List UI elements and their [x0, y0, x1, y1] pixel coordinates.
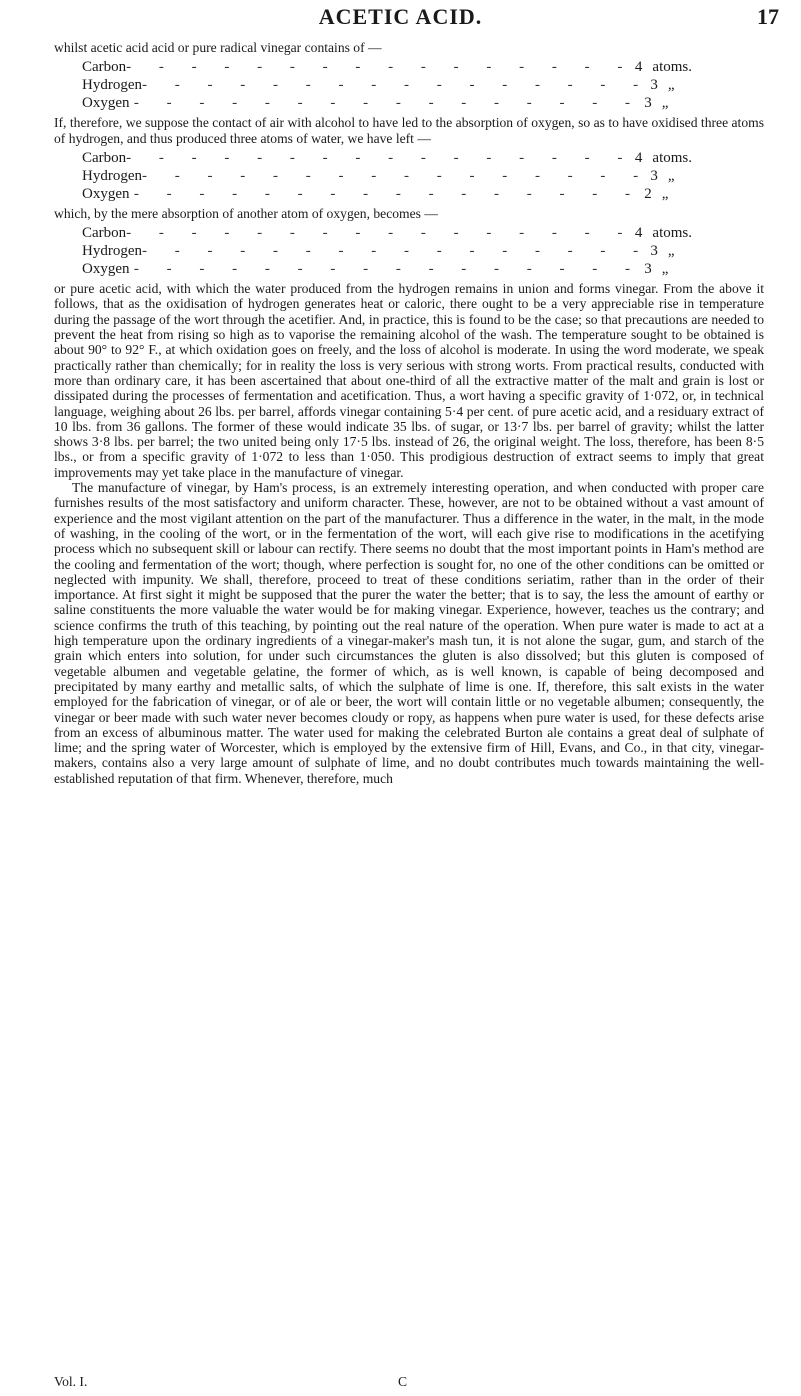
table-row	[82, 260, 692, 278]
element-name: Hydrogen	[82, 167, 142, 184]
element-name: Hydrogen	[82, 243, 142, 260]
dot-leader: - - - - - - - - - - - - - - - -	[126, 149, 635, 166]
unit-label: atoms.	[652, 149, 692, 166]
element-name: Oxygen	[82, 95, 130, 112]
paragraph-2: which, by the mere absorption of another atom of oxygen, becomes —	[54, 205, 438, 221]
dot-leader: - - - - - - - - - - - - - - - -	[142, 77, 651, 94]
running-header	[0, 0, 801, 40]
unit-label: „	[661, 185, 669, 202]
table-row	[82, 94, 692, 112]
dot-leader: - - - - - - - - - - - - - - - -	[133, 95, 643, 112]
dot-leader: - - - - - - - - - - - - - - - -	[126, 225, 635, 242]
dot-leader: - - - - - - - - - - - - - - - -	[133, 261, 643, 278]
table-row	[82, 149, 692, 167]
page-body	[54, 40, 764, 786]
dot-leader: - - - - - - - - - - - - - - - -	[126, 59, 635, 76]
volume-label: Vol. I.	[54, 1374, 88, 1389]
signature-mark: C	[398, 1374, 408, 1389]
element-name: Carbon	[82, 59, 127, 76]
table-row	[82, 242, 692, 260]
atom-count: 4	[634, 225, 643, 242]
atom-count: 3	[650, 77, 658, 94]
unit-label: „	[661, 261, 669, 278]
paragraph-4: The manufacture of vinegar, by Ham's process, is an extremely interesting operation, and when conducted with proper care furnishes results of the most satisfactory and uniform character. These, however, are not to be obtained without a vast amount of experience and the most vigilant attention on the part of the manufacturer. Thus a difference in the water, in the malt, in the mode of washing, in the cooling of the wort, or in the fermentation of the wort, will each give rise to modifications in the acetifying process which no subsequent skill or labour can rectify. There seems no doubt that the most important points in Ham's method are the cooling and fermentation of the wort; though, where perfection is sought for, no one of the other conditions can be omitted or neglected with impunity. We shall, therefore, proceed to treat of these conditions seriatim, rather than in the order of their importance. At first sight it might be supposed that the purer the water the better; that is to say, the less the amount of earthy or saline constituents the more valuable the water would be for making vinegar. Experience, however, teaches us the contrary; and science confirms the truth of this teaching, by pointing out the real nature of the operation. When pure water is made to act at a high temperature upon the ordinary ingredients of a vinegar-maker's mash tun, it is not alone the sugar, gum, and starch of the grain which enters into solution, for under such circumstances the gluten is also dissolved; but this gluten is composed of vegetable albumen and vegetable gelatine, the former of which, as is well known, is capable of being decomposed and precipitated by many earthy and metallic salts, of which the sulphate of lime is one. If, therefore, this salt exists in the water employed for the fabrication of vinegar, or of ale or beer, the wort will contain little or no vegetable albumen; consequently, the vinegar or beer made with such water never becomes cloudy or ropy, as happens when pure water is used, for these defects arise from an excess of albuminous matter. The water used for making the celebrated Burton ale contains a great deal of sulphate of lime; and the spring water of Worcester, which is employed by the extensive firm of Hill, Evans, and Co., in that city, vinegar-makers, contains also a very large amount of sulphate of lime, and no doubt contributes much towards maintaining the well-established reputation of that firm. Whenever, therefore, much	[54, 480, 764, 786]
unit-label: „	[667, 77, 675, 94]
table-row	[82, 185, 692, 203]
dot-leader: - - - - - - - - - - - - - - - -	[142, 167, 651, 184]
paragraph-3: or pure acetic acid, with which the water produced from the hydrogen remains in union and forms vinegar. From the above it follows, that as the oxidisation of hydrogen generates heat or caloric, there ought to be a very appreciable rise in temperature during the passage of the wort through the acetifier. And, in practice, this is found to be the case; so that precautions are needed to prevent the heat from rising so high as to vaporise the remaining alcohol of the wash. The temperature sought to be obtained is about 90° to 92° F., at which oxidation goes on freely, and the loss of alcohol is moderate. In using the word moderate, we speak practically rather than chemically; for in reality the loss is very serious with strong worts. From practical results, conducted with more than ordinary care, it has been ascertained that about one-third of all the extractive matter of the malt and grain is lost or dissipated during the processes of fermentation and acetification. Thus, a wort having a specific gravity of 1·072, or, in technical language, weighing about 26 lbs. per barrel, affords vinegar containing 5·4 per cent. of pure acetic acid, and a residuary extract of 10 lbs. from 36 gallons. The former of these would indicate 35 lbs. of sugar, or 13·7 lbs. per barrel of gravity; whilst the latter shows 3·8 lbs. per barrel; the two united being only 17·5 lbs. instead of 26, the original weight. The loss, therefore, has been 8·5 lbs., or from a specific gravity of 1·072 to less than 1·050. This prodigious destruction of extract seems to imply that great improvements may yet take place in the manufacture of vinegar.	[54, 281, 764, 480]
unit-label: „	[667, 167, 675, 184]
element-name: Hydrogen	[82, 77, 142, 94]
table-row	[82, 58, 692, 76]
running-title: ACETIC ACID.	[318, 4, 483, 29]
composition-table-2	[82, 149, 692, 203]
atom-count: 4	[634, 59, 643, 76]
paragraph-1: If, therefore, we suppose the contact of air with alcohol to have led to the absorption of oxygen, so as to have oxidised three atoms of hydrogen, and thus produced three atoms of water, we have left —	[54, 115, 764, 146]
unit-label: „	[667, 243, 675, 260]
atom-count: 2	[644, 185, 652, 202]
composition-table-3	[82, 224, 692, 278]
table-row	[82, 76, 692, 94]
composition-table-1	[82, 58, 692, 112]
unit-label: atoms.	[652, 59, 692, 76]
dot-leader: - - - - - - - - - - - - - - - -	[142, 243, 651, 260]
intro-line: whilst acetic acid acid or pure radical vinegar contains of —	[54, 40, 382, 55]
atom-count: 3	[644, 95, 652, 112]
table-row	[82, 224, 692, 242]
unit-label: „	[661, 95, 669, 112]
table-row	[82, 167, 692, 185]
element-name: Oxygen	[82, 261, 130, 278]
atom-count: 3	[644, 261, 652, 278]
unit-label: atoms.	[652, 225, 692, 242]
atom-count: 3	[650, 167, 658, 184]
element-name: Carbon	[82, 149, 127, 166]
atom-count: 4	[634, 149, 643, 166]
element-name: Oxygen	[82, 185, 130, 202]
page-number: 17	[757, 4, 779, 29]
element-name: Carbon	[82, 225, 127, 242]
atom-count: 3	[650, 243, 658, 260]
dot-leader: - - - - - - - - - - - - - - - -	[133, 185, 643, 202]
